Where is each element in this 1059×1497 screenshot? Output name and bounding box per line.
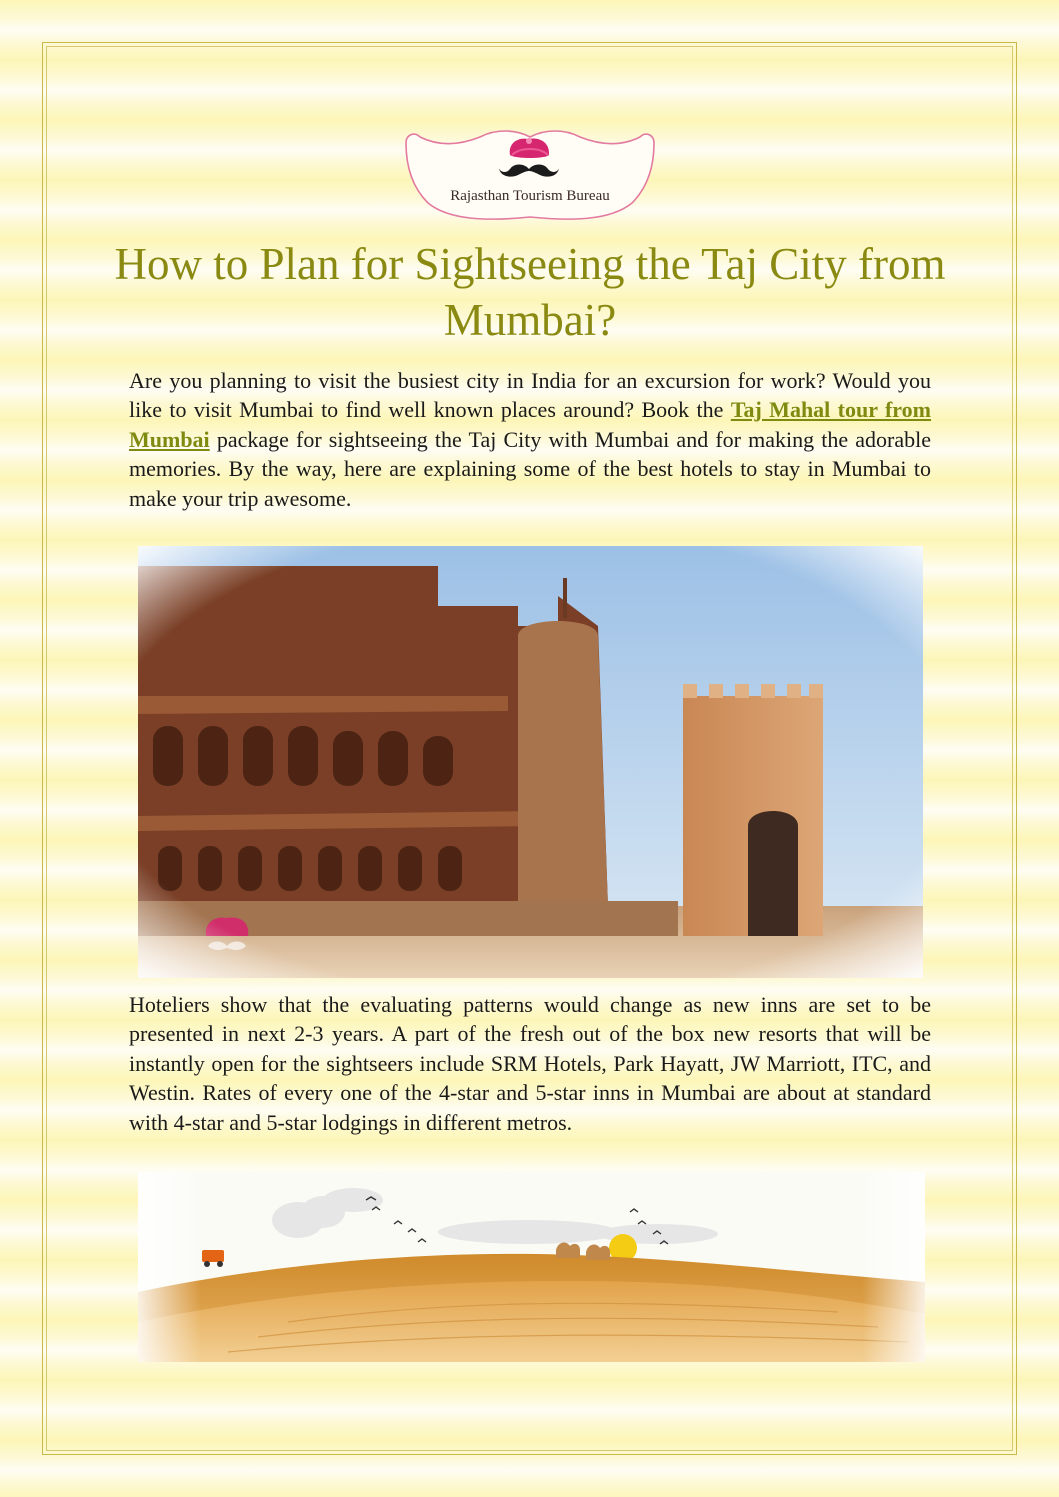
hotels-paragraph: Hoteliers show that the evaluating patterns would change as new inns are set to be presented in next 2-3 years. A part of the fresh out of the box new resorts that will be instantly open for the sightseers include SRM Hotels, Park Hayatt, JW Marriott, ITC, and Westin. Rates of every one of the 4-star and 5-star inns in Mumbai are about at standard with 4-star and 5-star lodgings in different metros. [129,992,931,1135]
intro-text-after-link: package for sightseeing the Taj City with Mumbai and for making the adorable memories. By the way, here are explaining some of the best hotels to stay in Mumbai to make your trip awesome. [129,426,931,511]
intro-paragraph [129,366,931,513]
taj-mahal-tour-link[interactable]: Taj Mahal tour from Mumbai [129,397,931,452]
desert-banner [138,1172,925,1362]
intro-text-before-link: Are you planning to visit the busiest city in India for an excursion for work? Would you like to visit Mumbai to find well known places around? Book the [129,368,931,423]
rajasthan-tourism-logo [400,125,660,225]
logo-text: Rajasthan Tourism Bureau [450,188,610,204]
turban-mustache-icon [400,125,660,225]
fort-photo [138,546,923,978]
page-title: How to Plan for Sightseeing the Taj City from Mumbai? [114,239,946,345]
